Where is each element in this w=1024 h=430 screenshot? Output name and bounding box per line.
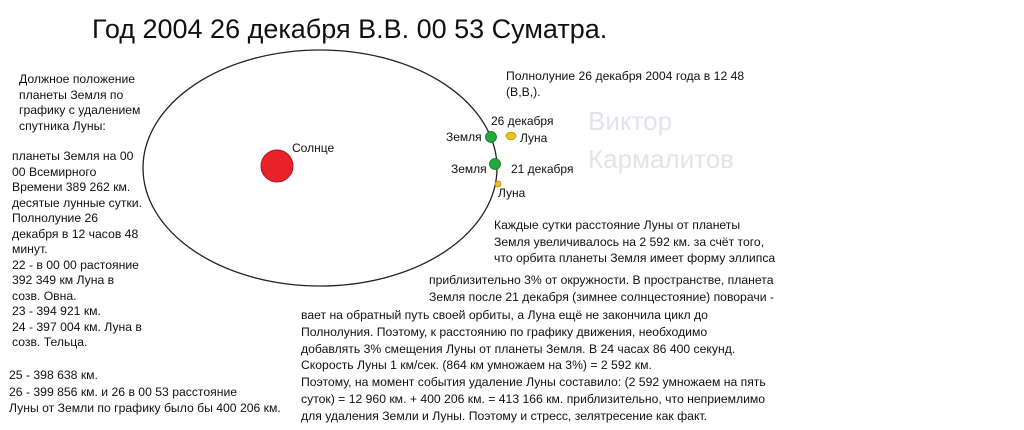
text-line: Скорость Луны 1 км/сек. (864 км умножаем на 3%) = 2 592 км. <box>301 358 652 373</box>
text-line: Луны от Земли по графику было бы 400 206 км. <box>9 401 281 415</box>
moon-dec26 <box>506 132 516 140</box>
earth-label-dec21: Земля <box>451 162 487 176</box>
fullmoon-note <box>506 68 744 100</box>
date-label-dec26: 26 декабря <box>491 114 554 128</box>
right-paragraph-continued <box>429 272 774 305</box>
moon-label-dec26: Луна <box>520 131 548 145</box>
text-line: добавлять 3% смещения Луны от планеты Земля. В 24 часах 86 400 секунд. <box>301 341 736 356</box>
text-line: декабря в 12 часов 48 <box>12 226 139 241</box>
watermark-line: Виктор <box>588 106 673 136</box>
page-title: Год 2004 26 декабря В.В. 00 53 Суматра. <box>92 14 608 44</box>
text-line: 23 - 394 921 км. <box>12 304 101 318</box>
text-line: Полнолуние 26 декабря 2004 года в 12 48 <box>506 69 745 83</box>
text-line: вает на обратный путь своей орбиты, а Луна ещё не закончила цикл до <box>301 308 708 322</box>
text-line: спутника Луны: <box>19 118 106 133</box>
text-line: Полнолуние 26 <box>12 211 99 225</box>
text-line: для удаления Земли и Луны. Поэтому и стресс, зелятресение как факт. <box>301 408 708 423</box>
text-line: десятые лунные сутки. <box>12 195 142 210</box>
right-paragraph <box>494 217 775 267</box>
text-line: графику с удалением <box>19 103 141 117</box>
text-line: суток) = 12 960 км. + 400 206 км. = 413 166 км. приблизительно, что неприемлимо <box>301 391 766 406</box>
text-line: Поэтому, на момент события удаление Луны составило: (2 592 умножаем на пять <box>301 375 766 390</box>
earth-label-dec26: Земля <box>446 130 482 144</box>
text-line: планеты Земля на 00 <box>12 149 134 163</box>
left-distances-bottom <box>9 367 281 417</box>
text-line: Земля после 21 декабря (зимнее солнцестояние) поворачи - <box>429 289 774 304</box>
text-line: 25 - 398 638 км. <box>9 368 98 382</box>
text-line: планеты Земля по <box>19 87 124 102</box>
text-line: 22 - в 00 00 растояние <box>12 257 139 272</box>
text-line: приблизительно 3% от окружности. В пространстве, планета <box>429 273 774 287</box>
text-line: Должное положение <box>19 72 136 86</box>
text-line: минут. <box>12 242 48 256</box>
left-distances <box>12 149 142 351</box>
text-line: Полнолуния. Поэтому, к расстоянию по графику движения, необходимо <box>301 324 708 339</box>
text-line: (В,В,). <box>506 85 541 99</box>
date-label-dec21: 21 декабря <box>511 162 574 176</box>
moon-label-dec21: Луна <box>498 186 526 200</box>
text-line: созв. Тельца. <box>12 335 88 349</box>
text-line: 24 - 397 004 км. Луна в <box>12 319 142 334</box>
sun <box>261 150 293 182</box>
sun-label: Солнце <box>292 141 335 155</box>
left-header <box>19 72 140 134</box>
earth-dec26 <box>486 132 497 143</box>
text-line: 00 Всемирного <box>12 164 97 179</box>
text-line: 26 - 399 856 км. и 26 в 00 53 расстояние <box>9 384 238 399</box>
text-line: Каждые сутки расстояние Луны от планеты <box>494 218 741 232</box>
bottom-paragraph <box>301 307 766 425</box>
text-line: созв. Овна. <box>12 288 77 303</box>
text-line: 392 349 км Луна в <box>12 273 115 287</box>
text-line: Земля увеличивалось на 2 592 км. за счёт того, <box>494 234 765 249</box>
text-line: Времени 389 262 км. <box>12 180 131 194</box>
earth-dec21 <box>490 159 501 170</box>
earth-orbit <box>143 50 497 286</box>
text-line: что орбита планеты Земля имеет форму эллипса <box>494 251 776 265</box>
watermark-line: Кармалитов <box>588 144 734 174</box>
